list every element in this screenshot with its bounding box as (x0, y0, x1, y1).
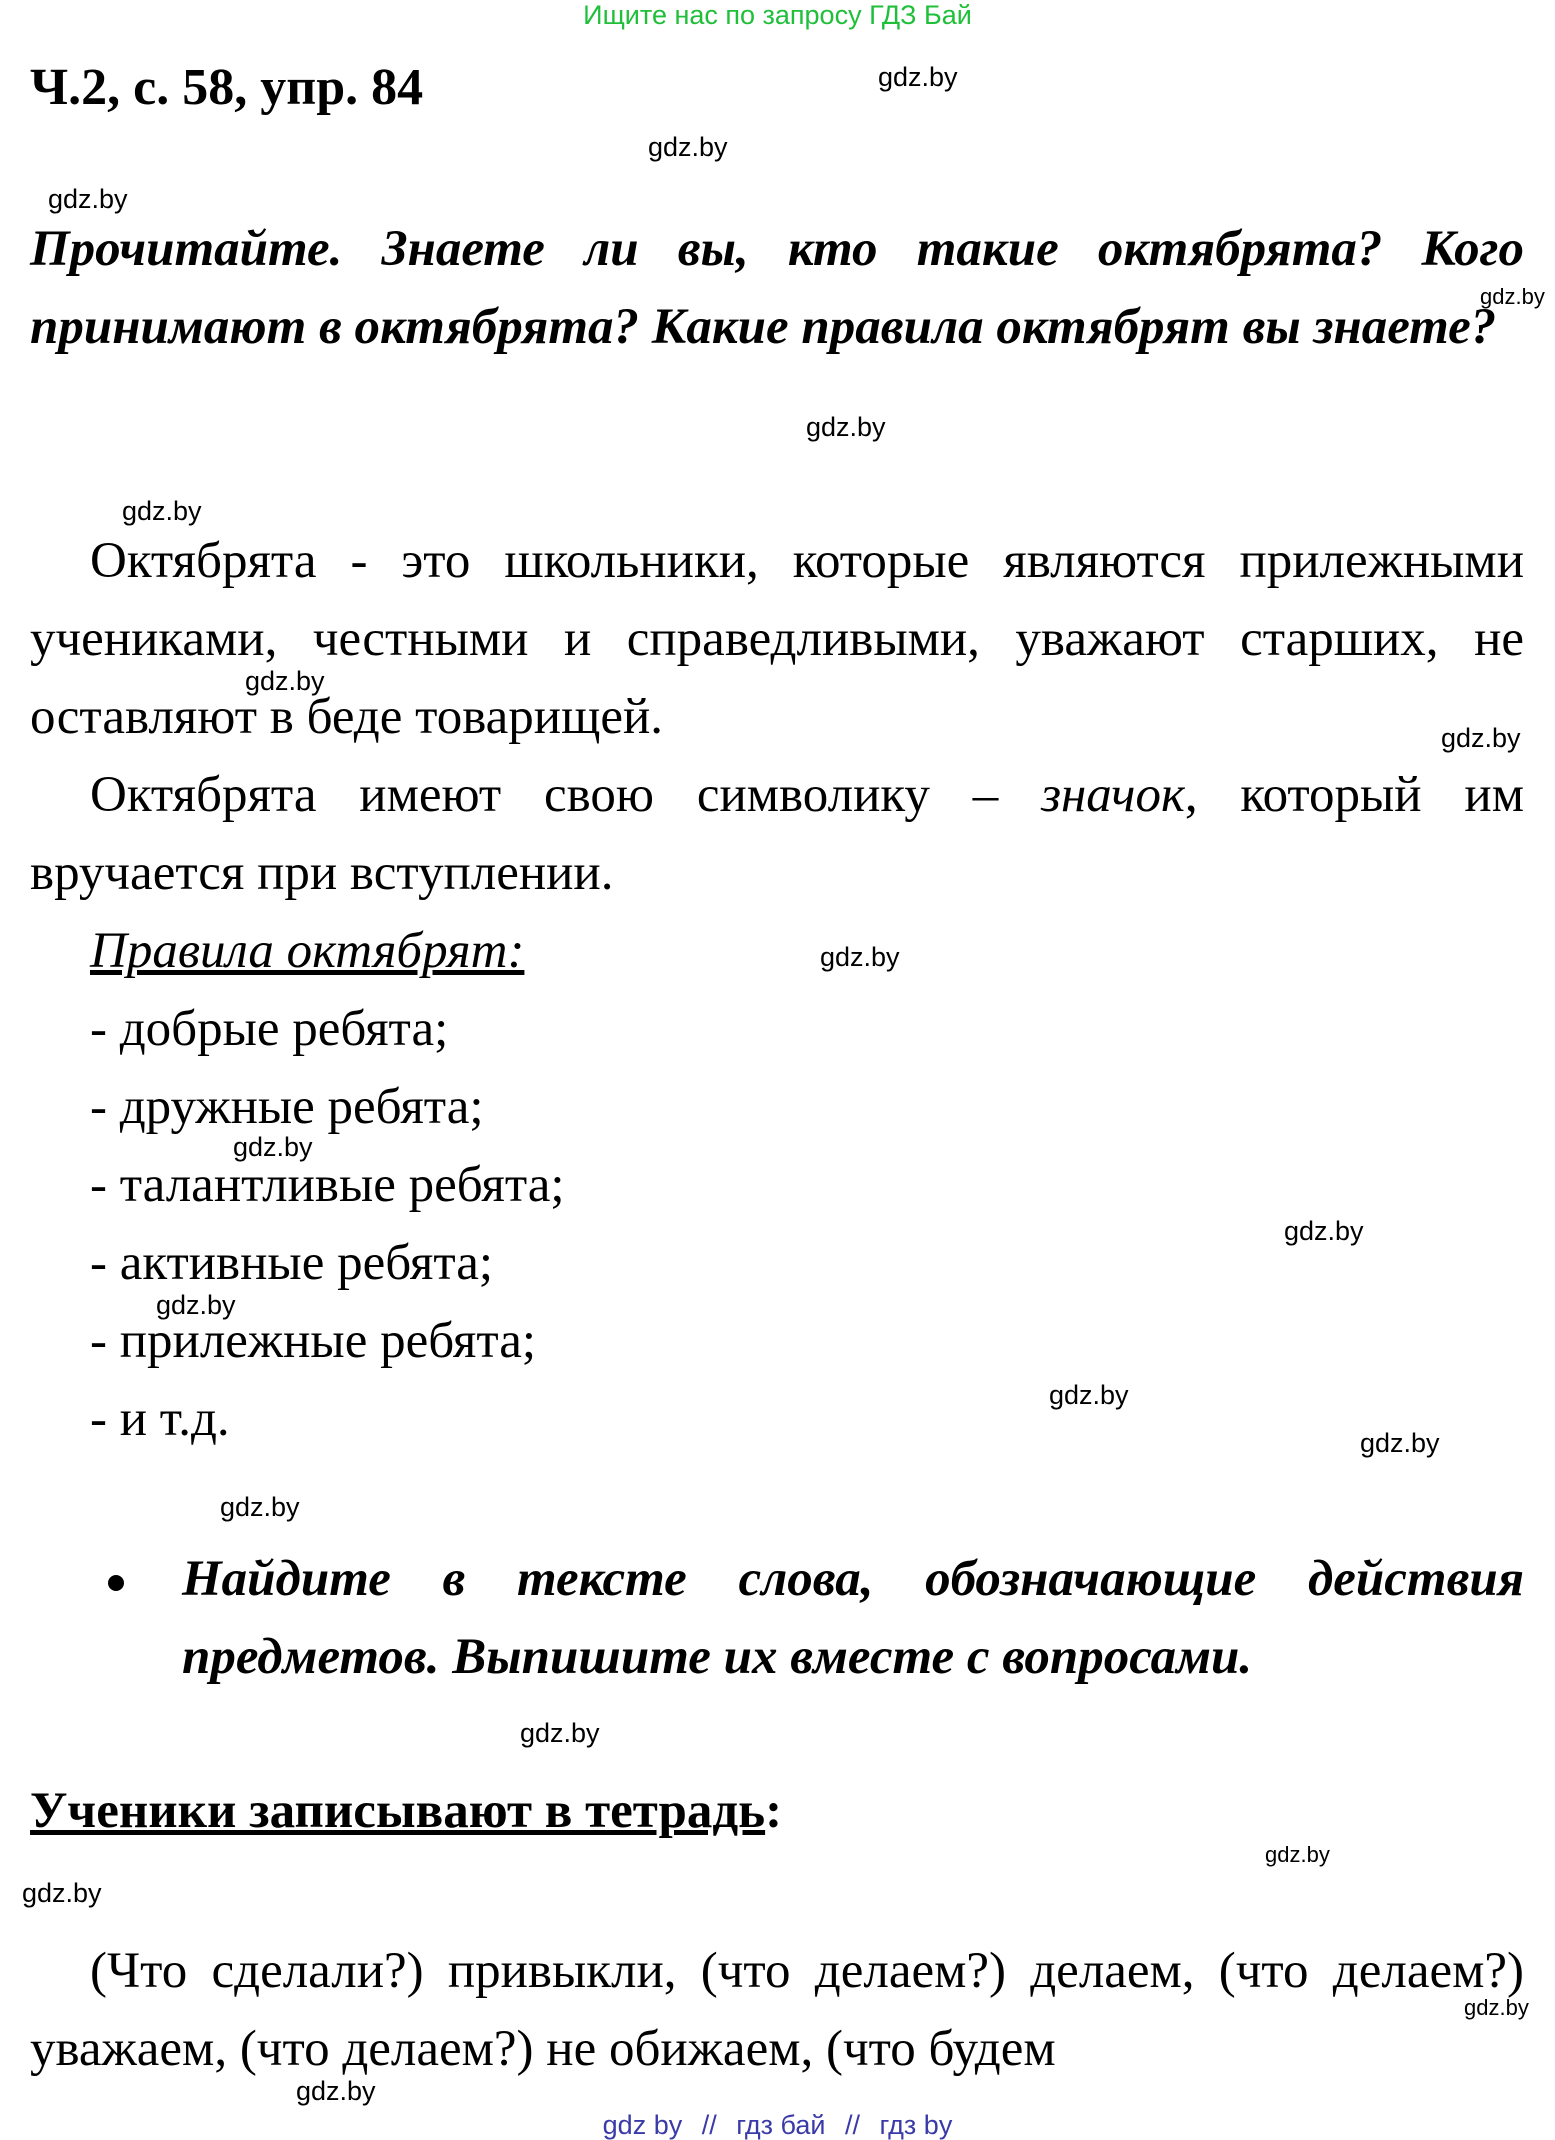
watermark: gdz.by (648, 132, 728, 162)
rule-item: - добрые ребята; (90, 1001, 449, 1057)
footer-link[interactable]: гдз бай (736, 2110, 826, 2140)
watermark: gdz.by (233, 1132, 313, 1162)
section-heading (30, 1772, 782, 1850)
watermark: gdz.by (296, 2076, 376, 2106)
watermark: gdz.by (1441, 723, 1521, 753)
watermark: gdz.by (220, 1492, 300, 1522)
watermark: gdz.by (48, 184, 128, 214)
paragraph-2 (30, 756, 1524, 912)
footer-separator: // (845, 2110, 861, 2140)
footer-link[interactable]: gdz by (602, 2110, 683, 2140)
watermark: gdz.by (1360, 1428, 1440, 1458)
task-instruction: Прочитайте. Знаете ли вы, кто такие октябрята? Кого принимают в октябрята? Какие правила октябрят вы знаете? (30, 221, 1524, 355)
watermark: gdz.by (806, 412, 886, 442)
footer-link[interactable]: гдз by (879, 2110, 953, 2140)
bullet-task: Найдите в тексте слова, обозначающие действия предметов. Выпишите их вместе с вопросами. (182, 1551, 1524, 1685)
watermark: gdz.by (156, 1290, 236, 1320)
paragraph-2-after: , который им вручается при вступлении. (30, 767, 1524, 901)
rules-title: Правила октябрят: (90, 923, 525, 979)
watermark: gdz.by (245, 666, 325, 696)
rule-item: - дружные ребята; (90, 1079, 484, 1135)
watermark: gdz.by (1049, 1380, 1129, 1410)
watermark: gdz.by (1265, 1842, 1330, 1867)
paragraph-2-before: Октябрята имеют свою символику – (90, 767, 1042, 823)
watermark: gdz.by (878, 62, 958, 92)
watermark: gdz.by (520, 1718, 600, 1748)
section-heading-text: Ученики записывают в тетрадь (30, 1783, 766, 1839)
footer-separator: // (701, 2110, 717, 2140)
rule-item: - и т.д. (90, 1391, 230, 1447)
rule-item: - активные ребята; (90, 1235, 494, 1291)
answer-text: (Что сделали?) привыкли, (что делаем?) делаем, (что делаем?) уважаем, (что делаем?) не обижаем, (что будем (30, 1943, 1524, 2077)
section-heading-colon: : (765, 1783, 783, 1839)
rule-item: - прилежные ребята; (90, 1313, 537, 1369)
watermark: gdz.by (820, 942, 900, 972)
paragraph-2-emphasis: значок (1041, 767, 1185, 823)
watermark: gdz.by (1284, 1216, 1364, 1246)
watermark: gdz.by (1464, 1995, 1529, 2020)
watermark: gdz.by (1480, 284, 1545, 309)
watermark: gdz.by (122, 496, 202, 526)
bullet-point (108, 1575, 124, 1591)
watermark: gdz.by (22, 1878, 102, 1908)
rule-item: - талантливые ребята; (90, 1157, 565, 1213)
top-banner: Ищите нас по запросу ГДЗ Бай (583, 0, 972, 30)
page-title: Ч.2, с. 58, упр. 84 (30, 59, 424, 116)
footer (0, 2110, 1555, 2140)
paragraph-1: Октябрята - это школьники, которые являются прилежными учениками, честными и справедливыми, уважают старших, не оставляют в беде товарищей. (30, 533, 1524, 745)
